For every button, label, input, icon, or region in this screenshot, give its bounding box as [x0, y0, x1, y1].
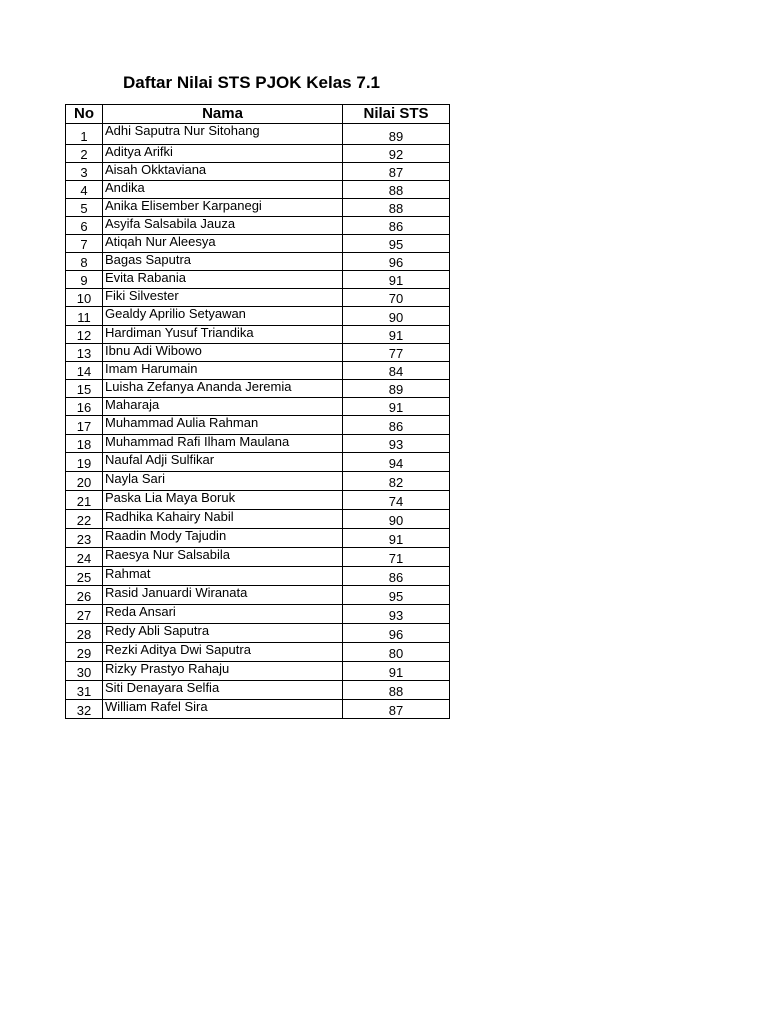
- table-row: [66, 235, 450, 253]
- table-row: [66, 586, 450, 605]
- row-number: 1: [66, 124, 103, 145]
- student-name: Ibnu Adi Wibowo: [103, 344, 343, 362]
- row-number: 5: [66, 199, 103, 217]
- student-name: Rezki Aditya Dwi Saputra: [103, 643, 343, 662]
- table-row: [66, 605, 450, 624]
- table-row: [66, 416, 450, 435]
- student-name: Andika: [103, 181, 343, 199]
- sts-score: 70: [343, 289, 450, 307]
- row-number: 31: [66, 681, 103, 700]
- row-number: 27: [66, 605, 103, 624]
- table-row: [66, 253, 450, 271]
- student-name: Evita Rabania: [103, 271, 343, 289]
- row-number: 19: [66, 453, 103, 472]
- sts-score: 71: [343, 548, 450, 567]
- row-number: 26: [66, 586, 103, 605]
- student-name: Radhika Kahairy Nabil: [103, 510, 343, 529]
- table-row: [66, 380, 450, 398]
- student-name: Paska Lia Maya Boruk: [103, 491, 343, 510]
- student-name: Redy Abli Saputra: [103, 624, 343, 643]
- grades-table: [65, 104, 450, 719]
- student-name: William Rafel Sira: [103, 700, 343, 719]
- row-number: 30: [66, 662, 103, 681]
- row-number: 23: [66, 529, 103, 548]
- row-number: 18: [66, 435, 103, 453]
- student-name: Anika Elisember Karpanegi: [103, 199, 343, 217]
- row-number: 22: [66, 510, 103, 529]
- row-number: 4: [66, 181, 103, 199]
- table-row: [66, 662, 450, 681]
- student-name: Rahmat: [103, 567, 343, 586]
- table-body: [66, 124, 450, 719]
- student-name: Hardiman Yusuf Triandika: [103, 326, 343, 344]
- table-row: [66, 326, 450, 344]
- table-row: [66, 491, 450, 510]
- table-row: [66, 510, 450, 529]
- table-row: [66, 181, 450, 199]
- student-name: Rasid Januardi Wiranata: [103, 586, 343, 605]
- table-row: [66, 529, 450, 548]
- student-name: Imam Harumain: [103, 362, 343, 380]
- sts-score: 74: [343, 491, 450, 510]
- row-number: 6: [66, 217, 103, 235]
- sts-score: 91: [343, 398, 450, 416]
- header-score: Nilai STS: [343, 105, 450, 124]
- table-row: [66, 681, 450, 700]
- header-no: No: [66, 105, 103, 124]
- sts-score: 94: [343, 453, 450, 472]
- student-name: Atiqah Nur Aleesya: [103, 235, 343, 253]
- table-row: [66, 344, 450, 362]
- sts-score: 95: [343, 586, 450, 605]
- sts-score: 91: [343, 529, 450, 548]
- table-row: [66, 700, 450, 719]
- sts-score: 93: [343, 435, 450, 453]
- sts-score: 95: [343, 235, 450, 253]
- row-number: 15: [66, 380, 103, 398]
- sts-score: 87: [343, 700, 450, 719]
- table-row: [66, 453, 450, 472]
- row-number: 25: [66, 567, 103, 586]
- sts-score: 93: [343, 605, 450, 624]
- row-number: 13: [66, 344, 103, 362]
- sts-score: 96: [343, 253, 450, 271]
- table-row: [66, 145, 450, 163]
- sts-score: 96: [343, 624, 450, 643]
- table-row: [66, 271, 450, 289]
- sts-score: 80: [343, 643, 450, 662]
- sts-score: 87: [343, 163, 450, 181]
- student-name: Naufal Adji Sulfikar: [103, 453, 343, 472]
- sts-score: 86: [343, 217, 450, 235]
- table-row: [66, 124, 450, 145]
- sts-score: 82: [343, 472, 450, 491]
- student-name: Bagas Saputra: [103, 253, 343, 271]
- row-number: 2: [66, 145, 103, 163]
- row-number: 10: [66, 289, 103, 307]
- table-row: [66, 217, 450, 235]
- row-number: 21: [66, 491, 103, 510]
- row-number: 24: [66, 548, 103, 567]
- table-row: [66, 624, 450, 643]
- sts-score: 88: [343, 199, 450, 217]
- sts-score: 90: [343, 510, 450, 529]
- row-number: 11: [66, 307, 103, 326]
- sts-score: 91: [343, 662, 450, 681]
- sts-score: 89: [343, 380, 450, 398]
- table-row: [66, 362, 450, 380]
- student-name: Fiki Silvester: [103, 289, 343, 307]
- sts-score: 90: [343, 307, 450, 326]
- table-row: [66, 398, 450, 416]
- sts-score: 89: [343, 124, 450, 145]
- sts-score: 88: [343, 681, 450, 700]
- student-name: Reda Ansari: [103, 605, 343, 624]
- table-header-row: [66, 105, 450, 124]
- table-row: [66, 643, 450, 662]
- row-number: 20: [66, 472, 103, 491]
- sts-score: 92: [343, 145, 450, 163]
- row-number: 9: [66, 271, 103, 289]
- row-number: 17: [66, 416, 103, 435]
- table-row: [66, 435, 450, 453]
- student-name: Gealdy Aprilio Setyawan: [103, 307, 343, 326]
- sts-score: 86: [343, 416, 450, 435]
- table-row: [66, 163, 450, 181]
- student-name: Raadin Mody Tajudin: [103, 529, 343, 548]
- row-number: 16: [66, 398, 103, 416]
- student-name: Aditya Arifki: [103, 145, 343, 163]
- table-row: [66, 472, 450, 491]
- row-number: 8: [66, 253, 103, 271]
- row-number: 29: [66, 643, 103, 662]
- student-name: Luisha Zefanya Ananda Jeremia: [103, 380, 343, 398]
- row-number: 12: [66, 326, 103, 344]
- table-row: [66, 307, 450, 326]
- student-name: Aisah Okktaviana: [103, 163, 343, 181]
- row-number: 28: [66, 624, 103, 643]
- student-name: Maharaja: [103, 398, 343, 416]
- table-row: [66, 567, 450, 586]
- student-name: Raesya Nur Salsabila: [103, 548, 343, 567]
- row-number: 14: [66, 362, 103, 380]
- sts-score: 91: [343, 271, 450, 289]
- row-number: 7: [66, 235, 103, 253]
- sts-score: 77: [343, 344, 450, 362]
- row-number: 3: [66, 163, 103, 181]
- student-name: Rizky Prastyo Rahaju: [103, 662, 343, 681]
- student-name: Adhi Saputra Nur Sitohang: [103, 124, 343, 145]
- sts-score: 84: [343, 362, 450, 380]
- sts-score: 91: [343, 326, 450, 344]
- student-name: Muhammad Rafi Ilham Maulana: [103, 435, 343, 453]
- table-row: [66, 548, 450, 567]
- sts-score: 86: [343, 567, 450, 586]
- header-name: Nama: [103, 105, 343, 124]
- table-row: [66, 199, 450, 217]
- student-name: Siti Denayara Selfia: [103, 681, 343, 700]
- table-row: [66, 289, 450, 307]
- row-number: 32: [66, 700, 103, 719]
- student-name: Muhammad Aulia Rahman: [103, 416, 343, 435]
- sts-score: 88: [343, 181, 450, 199]
- student-name: Asyifa Salsabila Jauza: [103, 217, 343, 235]
- student-name: Nayla Sari: [103, 472, 343, 491]
- page-title: Daftar Nilai STS PJOK Kelas 7.1: [123, 73, 380, 92]
